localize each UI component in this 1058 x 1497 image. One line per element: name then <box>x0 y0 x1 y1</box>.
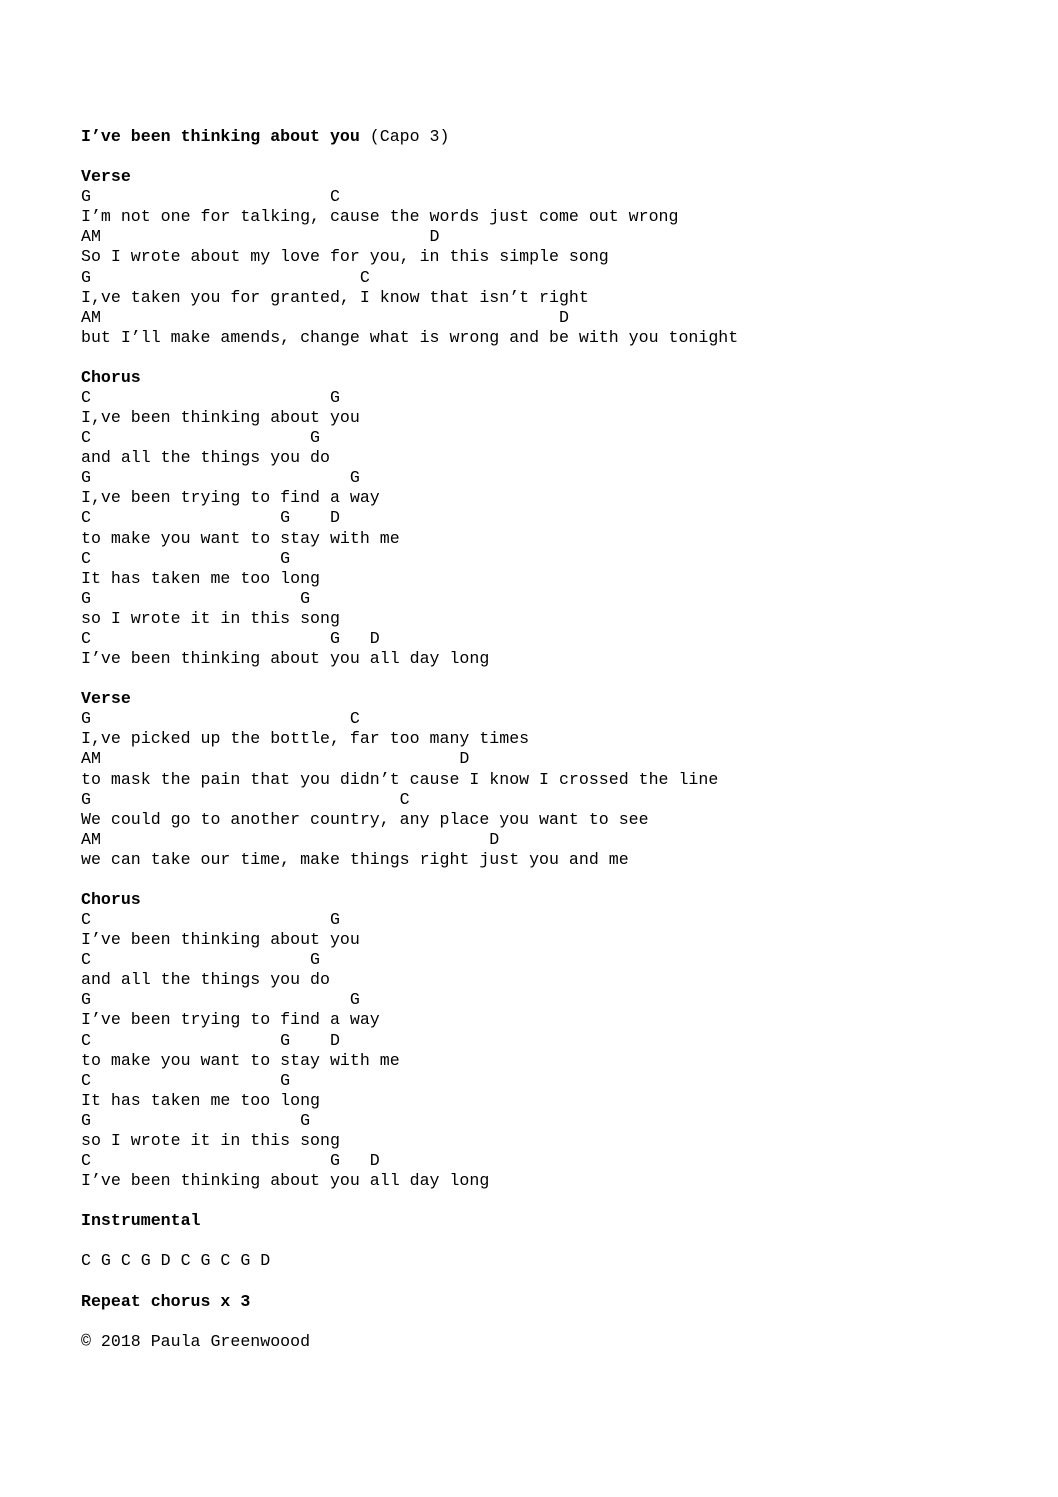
song-sheet <box>81 127 1041 1352</box>
chord-line: AM D <box>81 829 500 849</box>
chord-line: C G D <box>81 508 340 528</box>
lyric-line: to mask the pain that you didn’t cause I know I crossed the line <box>81 769 719 789</box>
section-heading: Repeat chorus x 3 <box>81 1291 251 1311</box>
blank-line <box>81 147 1041 167</box>
lyric-line: we can take our time, make things right just you and me <box>81 849 629 869</box>
section-heading: Verse <box>81 167 131 187</box>
chord-line: C G D <box>81 1150 380 1170</box>
chord-line: C G <box>81 548 291 568</box>
lyric-line: We could go to another country, any place you want to see <box>81 809 649 829</box>
lyric-line: but I’ll make amends, change what is wrong and be with you tonight <box>81 327 739 347</box>
lyric-line: It has taken me too long <box>81 568 320 588</box>
lyric-line: I,ve taken you for granted, I know that isn’t right <box>81 287 589 307</box>
lyric-line: to make you want to stay with me <box>81 1050 400 1070</box>
lyric-line: so I wrote it in this song <box>81 1130 340 1150</box>
lyric-line: I’ve been thinking about you all day long <box>81 649 490 669</box>
chord-line: C G C G D C G C G D <box>81 1251 271 1271</box>
blank-line <box>81 348 1041 368</box>
chord-line: AM D <box>81 307 569 327</box>
lyric-line: to make you want to stay with me <box>81 528 400 548</box>
chord-line: G G <box>81 990 360 1010</box>
lyric-line: and all the things you do <box>81 970 330 990</box>
section-heading: Verse <box>81 689 131 709</box>
lyric-line: So I wrote about my love for you, in this simple song <box>81 247 609 267</box>
lyric-line: I’m not one for talking, cause the words just come out wrong <box>81 207 679 227</box>
chord-line: C G <box>81 428 320 448</box>
chord-line: G G <box>81 468 360 488</box>
lyric-line: © 2018 Paula Greenwoood <box>81 1331 311 1351</box>
chord-line: C G <box>81 1070 291 1090</box>
chord-line: G C <box>81 789 410 809</box>
chord-line: C G <box>81 910 340 930</box>
lyric-line: It has taken me too long <box>81 1090 320 1110</box>
section-heading: Chorus <box>81 889 141 909</box>
lyric-line: and all the things you do <box>81 448 330 468</box>
chord-line: AM D <box>81 227 440 247</box>
chord-line: G G <box>81 588 311 608</box>
lyric-line: I,ve picked up the bottle, far too many times <box>81 729 530 749</box>
blank-line <box>81 870 1041 890</box>
lyric-line: I,ve been trying to find a way <box>81 488 380 508</box>
lyric-line: I’ve been trying to find a way <box>81 1010 380 1030</box>
section-heading: Instrumental <box>81 1211 201 1231</box>
blank-line <box>81 1312 1041 1332</box>
blank-line <box>81 1271 1041 1291</box>
blank-line <box>81 1231 1041 1251</box>
capo-note: (Capo 3) <box>359 127 450 146</box>
chord-line: G C <box>81 267 370 287</box>
lyric-line: I,ve been thinking about you <box>81 408 360 428</box>
chord-line: G C <box>81 709 360 729</box>
lyric-line: I’ve been thinking about you all day long <box>81 1171 490 1191</box>
chord-line: AM D <box>81 749 470 769</box>
chord-line: G G <box>81 1110 311 1130</box>
blank-line <box>81 669 1041 689</box>
chord-line: C G D <box>81 1030 340 1050</box>
song-title-line <box>81 127 1041 147</box>
blank-line <box>81 1191 1041 1211</box>
song-title: I’ve been thinking about you <box>81 127 360 146</box>
lyric-line: so I wrote it in this song <box>81 608 340 628</box>
chord-line: C G <box>81 388 340 408</box>
chord-line: C G <box>81 950 320 970</box>
section-heading: Chorus <box>81 367 141 387</box>
chord-line: C G D <box>81 628 380 648</box>
song-body <box>81 147 1041 1352</box>
chord-line: G C <box>81 187 340 207</box>
lyric-line: I’ve been thinking about you <box>81 930 360 950</box>
